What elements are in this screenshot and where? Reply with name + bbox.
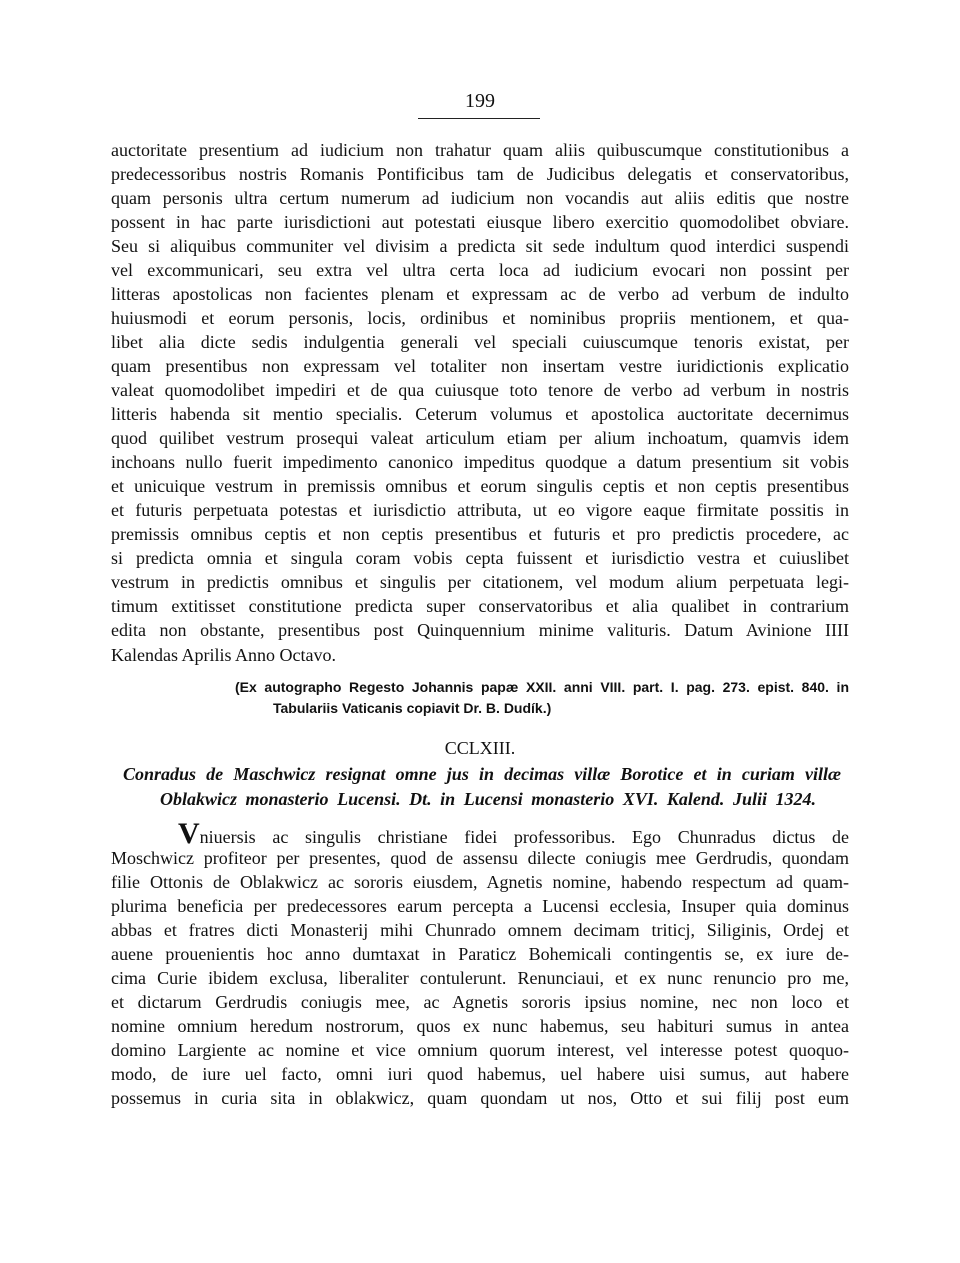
- text-line: modo, de iure uel facto, omni iuri quod habemus, uel habere uisi sumus, aut habere: [111, 1064, 849, 1084]
- text-line: vestrum in predictis omnibus et singulis per citationem, vel modum alium perpetuata legi-: [111, 572, 849, 592]
- text-line: inchoans nullo fuerit impedimento canonico impeditus quodque a datum presentium sit vobis: [111, 452, 849, 472]
- source-line: (Ex autographo Regesto Johannis papæ XXII. anni VIII. part. I. pag. 273. epist. 840. in: [235, 679, 849, 695]
- first-line-text: niuersis ac singulis christiane fidei professoribus. Ego Chunradus dictus de: [199, 827, 849, 847]
- document-number: CCLXIII.: [444, 738, 516, 758]
- text-line: filie Ottonis de Oblakwicz ac sororis eiusdem, Agnetis nomine, habendo respectum ad quam-: [111, 872, 849, 892]
- text-line: possemus in curia sita in oblakwicz, quam quondam ut nos, Otto et sui filij post eum: [111, 1088, 849, 1108]
- text-line: premissis omnibus ceptis et non ceptis presentibus et futuris et pro predictis procedere, ac: [111, 524, 849, 544]
- source-line: Tabulariis Vaticanis copiavit Dr. B. Dudík.): [273, 700, 552, 716]
- text-line: cima Curie ibidem exclusa, liberaliter contulerunt. Renunciaui, et ex nunc renuncio pro me,: [111, 968, 849, 988]
- text-line: vel excommunicari, seu extra vel ultra certa loca ad iudicium evocari non possint per: [111, 260, 849, 280]
- text-line: abbas et fratres dicti Monasterij mihi Chunrado omnem decimam triticj, Siliginis, Ordej et: [111, 920, 849, 940]
- header-rule: [418, 118, 540, 119]
- text-line: huiusmodi et eorum personis, locis, ordinibus et nominibus propriis mentionem, et qua-: [111, 308, 849, 328]
- drop-initial: V: [178, 817, 200, 850]
- text-line: si predicta omnia et singula coram vobis cepta fuissent et iurisdictio vestra et cuiuslibet: [111, 548, 849, 568]
- text-line: quam personis ultra certum numerum ad iudicium non vocandis aut aliis editis que nostre: [111, 188, 849, 208]
- heading-line: Oblakwicz monasterio Lucensi. Dt. in Lucensi monasterio XVI. Kalend. Julii 1324.: [160, 789, 816, 809]
- text-line: domino Largiente ac nomine et vice omnium quorum interest, vel interesse potest quoquo-: [111, 1040, 849, 1060]
- heading-line: Conradus de Maschwicz resignat omne jus in decimas villæ Borotice et in curiam villæ: [123, 764, 841, 784]
- text-line: [178, 817, 849, 850]
- text-line: et futuris perpetuata potestas et iurisdictio attributa, ut eo vigore eaque firmitate possitis in: [111, 500, 849, 520]
- text-line: possent in hac parte iurisdictioni aut potestati eiusque libero exercitio quomodolibet obviare.: [111, 212, 849, 232]
- text-line: Seu si aliquibus communiter vel divisim a predicta sit sede indultum quod interdici suspendi: [111, 236, 849, 256]
- text-line: Kalendas Aprilis Anno Octavo.: [111, 645, 336, 665]
- page-number: 199: [465, 90, 495, 112]
- text-line: et unicuique vestrum in premissis omnibus et eorum singulis ceptis et non ceptis presentibus: [111, 476, 849, 496]
- text-line: plurima beneficia per predecessores earum percepta a Lucensi ecclesia, Insuper quia dominus: [111, 896, 849, 916]
- text-line: libet alia dicte sedis indulgentia generali vel speciali cuiuscumque tenoris existat, per: [111, 332, 849, 352]
- text-line: edita non obstante, presentibus post Quinquennium minime valituris. Datum Avinione IIII: [111, 620, 849, 640]
- text-line: quod quilibet vestrum prosequi valeat articulum etiam per alium inchoatum, quamvis idem: [111, 428, 849, 448]
- text-line: quam presentibus non expressam vel totaliter non insertam vestre iuridictionis explicatio: [111, 356, 849, 376]
- text-line: predecessoribus nostris Romanis Pontificibus tam de Judicibus delegatis et conservatoribus,: [111, 164, 849, 184]
- text-line: auene prouenientis hoc anno dumtaxat in Paraticz Bohemicali contingentis se, ex iure de-: [111, 944, 849, 964]
- text-line: valeat quomodolibet impediri et de qua cuiusque toto tenore de verbo ad verbum in nostris: [111, 380, 849, 400]
- text-line: nomine omnium heredum nostrorum, quos ex nunc habemus, seu habituri sumus in antea: [111, 1016, 849, 1036]
- text-line: timum extitisset constitutione predicta super conservatoribus et alia qualibet in contrarium: [111, 596, 849, 616]
- text-line: Moschwicz profiteor per presentes, quod de assensu dilecte coniugis mee Gerdrudis, quondam: [111, 848, 849, 868]
- text-line: et dictarum Gerdrudis coniugis mee, ac Agnetis sororis ipsius nomine, nec non loco et: [111, 992, 849, 1012]
- text-line: litteris habenda sit mentio specialis. Ceterum volumus et apostolica auctoritate decernimus: [111, 404, 849, 424]
- text-line: auctoritate presentium ad iudicium non trahatur quam aliis quibuscumque constitutionibus a: [111, 140, 849, 160]
- text-line: litteras apostolicas non facientes plenam et expressam ac de verbo ad verbum de indulto: [111, 284, 849, 304]
